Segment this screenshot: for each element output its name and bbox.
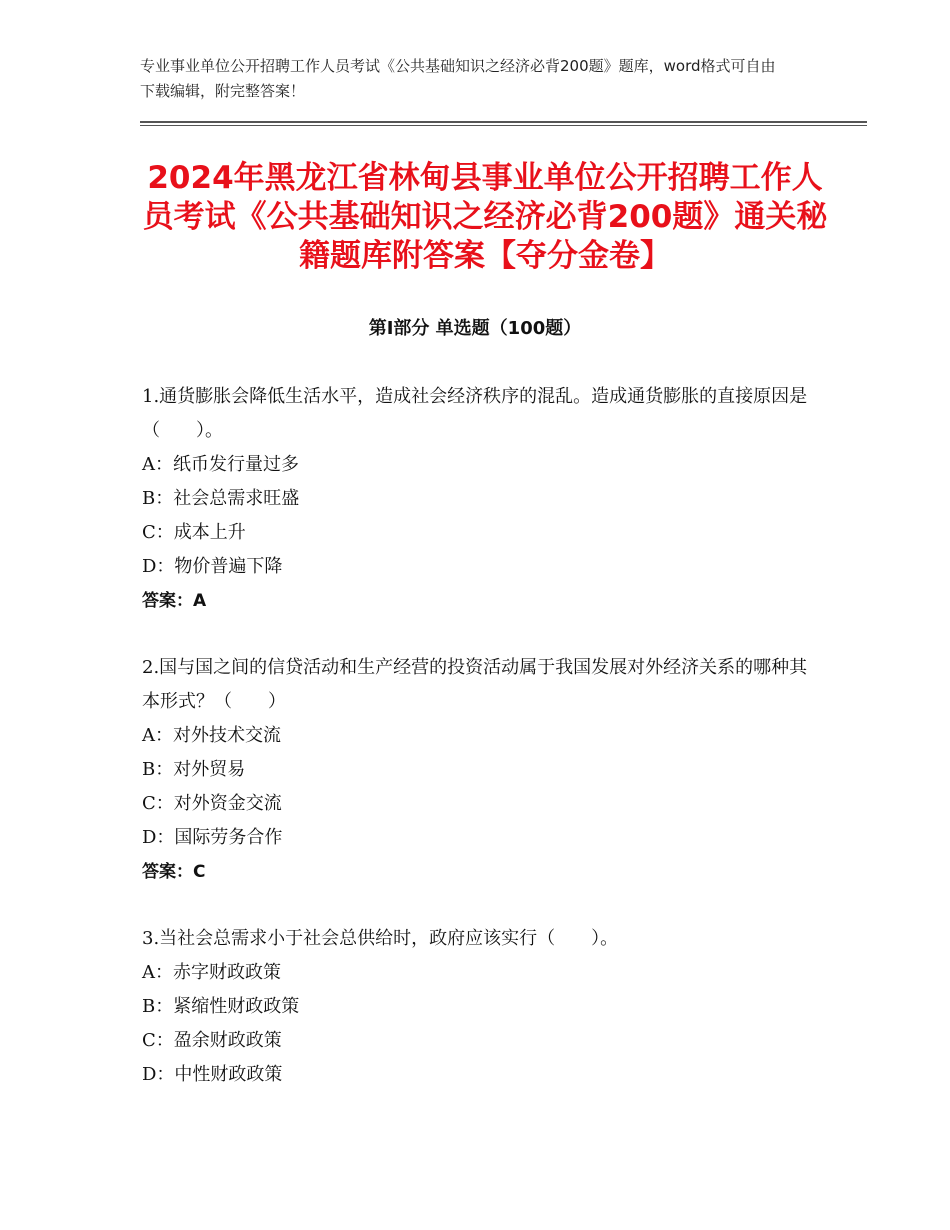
option-b: B：社会总需求旺盛 [142, 488, 300, 509]
header-rule-thin [140, 125, 867, 126]
section-title: 第Ⅰ部分 单选题（100题） [368, 318, 582, 339]
option-a: A：赤字财政政策 [142, 962, 281, 983]
option-a: A：对外技术交流 [142, 725, 281, 746]
option-b: B：对外贸易 [142, 759, 246, 780]
option-d: D：中性财政政策 [142, 1064, 283, 1085]
question-stem: 3.当社会总需求小于社会总供给时，政府应该实行（ ）。 [142, 928, 619, 949]
question-stem: 1.通货膨胀会降低生活水平，造成社会经济秩序的混乱。造成通货膨胀的直接原因是（ ）。 [142, 386, 808, 441]
question-2 [142, 651, 822, 889]
option-c: C：对外资金交流 [142, 793, 282, 814]
document-title: 2024年黑龙江省林甸县事业单位公开招聘工作人员考试《公共基础知识之经济必背200题》通关秘籍题库附答案【夺分金卷】 [142, 160, 828, 274]
question-stem: 2.国与国之间的信贷活动和生产经营的投资活动属于我国发展对外经济关系的哪种其本形式？（ ） [142, 657, 808, 712]
question-1 [142, 380, 822, 618]
answer-line: 答案：A [142, 591, 207, 611]
option-d: D：物价普遍下降 [142, 556, 283, 577]
option-a: A：纸币发行量过多 [142, 454, 299, 475]
option-d: D：国际劳务合作 [142, 827, 283, 848]
header-rule-thick [140, 121, 867, 123]
answer-line: 答案：C [142, 862, 206, 882]
option-c: C：成本上升 [142, 522, 246, 543]
option-c: C：盈余财政政策 [142, 1030, 282, 1051]
question-list [142, 380, 822, 1125]
header-note: 专业事业单位公开招聘工作人员考试《公共基础知识之经济必背200题》题库，word格式可自由下载编辑，附完整答案！ [140, 57, 776, 100]
option-b: B：紧缩性财政政策 [142, 996, 300, 1017]
question-3 [142, 922, 822, 1092]
